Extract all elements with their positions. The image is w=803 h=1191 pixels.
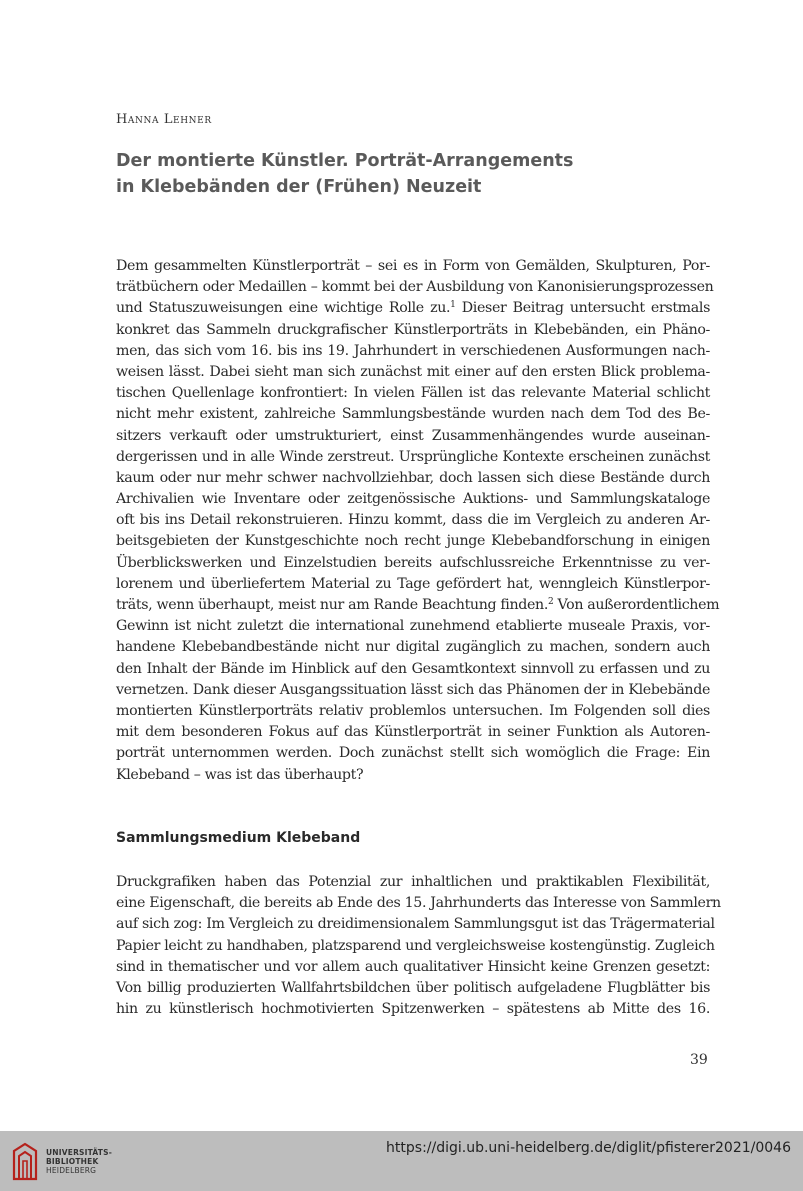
footnote-ref-1[interactable]: 1 xyxy=(450,300,456,311)
page-number: 39 xyxy=(690,1052,708,1068)
text-line: sitzers verkauft oder umstrukturiert, einst Zusammenhängendes wurde auseinan- xyxy=(116,427,710,444)
text-line: Klebeband – was ist das überhaupt? xyxy=(116,766,364,783)
text-line: Überblickswerken und Einzelstudien bereits aufschlussreiche Erkenntnisse zu ver- xyxy=(116,554,710,571)
text-line: kaum oder nur mehr schwer nachvollziehbar, doch lassen sich diese Bestände durch xyxy=(116,469,710,486)
text-line: beitsgebieten der Kunstgeschichte noch recht junge Klebebandforschung in einigen xyxy=(116,533,710,550)
text-line: Papier leicht zu handhaben, platzsparend und vergleichsweise kostengünstig. Zugleich xyxy=(116,937,715,954)
text-line: mit dem besonderen Fokus auf das Künstlerporträt in seiner Funktion als Autoren- xyxy=(116,724,710,741)
title-line: in Klebebänden der (Frühen) Neuzeit xyxy=(116,177,482,197)
text-line: oft bis ins Detail rekonstruieren. Hinzu kommt, dass die im Vergleich zu anderen Ar- xyxy=(116,512,710,529)
text-line: handene Klebebandbestände nicht nur digital zugänglich zu machen, sondern auch xyxy=(116,639,710,656)
text-line: den Inhalt der Bände im Hinblick auf den Gesamtkontext sinnvoll zu erfassen und zu xyxy=(116,660,710,677)
footnote-ref-2[interactable]: 2 xyxy=(548,597,554,607)
text-line: men, das sich vom 16. bis ins 19. Jahrhundert in verschiedenen Ausformungen nach- xyxy=(116,342,710,359)
text-line: hin zu künstlerisch hochmotivierten Spitzenwerken – spätestens ab Mitte des 16. xyxy=(116,1001,710,1018)
text-line: porträt unternommen werden. Doch zunächst stellt sich womöglich die Frage: Ein xyxy=(116,745,710,762)
text-line xyxy=(116,595,720,616)
library-logo[interactable] xyxy=(10,1141,130,1183)
text-line: sind in thematischer und vor allem auch qualitativer Hinsicht keine Grenzen gesetzt: xyxy=(116,958,710,975)
library-logo-text xyxy=(46,1148,112,1175)
text-line: Dem gesammelten Künstlerporträt – sei es in Form von Gemälden, Skulpturen, Por- xyxy=(116,258,710,274)
section-heading: Sammlungsmedium Klebeband xyxy=(116,830,361,846)
text-line: montierten Künstlerporträts relativ problemlos untersuchen. Im Folgenden soll dies xyxy=(116,702,710,719)
text-line: vernetzen. Dank dieser Ausgangssituation lässt sich das Phänomen der in Klebebände xyxy=(116,681,710,698)
text-line: trätbüchern oder Medaillen – kommt bei der Ausbildung von Kanonisierungsprozessen xyxy=(116,279,714,296)
text-line: tischen Quellenlage konfrontiert: In vielen Fällen ist das relevante Material schlicht xyxy=(116,385,710,402)
text-line: weisen lässt. Dabei sieht man sich zunächst mit einer auf den ersten Blick problema- xyxy=(116,363,710,380)
text-line xyxy=(116,298,710,319)
text-line: lorenem und überliefertem Material zu Tage gefördert hat, wenngleich Künstlerpor- xyxy=(116,575,710,592)
paragraph-section xyxy=(116,872,721,1020)
logo-line: HEIDELBERG xyxy=(46,1166,97,1175)
viewer-footer xyxy=(0,1131,803,1191)
logo-line: BIBLIOTHEK xyxy=(46,1157,99,1166)
text-line: dergerissen und in alle Winde zerstreut. Ursprüngliche Kontexte erscheinen zunächst xyxy=(116,448,710,465)
library-logo-icon xyxy=(10,1141,40,1181)
permalink-url[interactable]: https://digi.ub.uni-heidelberg.de/diglit/pfisterer2021/0046 xyxy=(386,1140,791,1156)
text-line: eine Eigenschaft, die bereits ab Ende des 15. Jahrhunderts das Interesse von Sammlern xyxy=(116,895,721,912)
text-line: Gewinn ist nicht zuletzt die international zunehmend etablierte museale Praxis, vor- xyxy=(116,618,710,635)
author-name: Hanna Lehner xyxy=(116,112,212,127)
text-line: Druckgrafiken haben das Potenzial zur inhaltlichen und praktikablen Flexibilität, xyxy=(116,874,710,890)
text-line: auf sich zog: Im Vergleich zu dreidimensionalem Sammlungsgut ist das Trägermaterial xyxy=(116,916,715,933)
text-line: Von billig produzierten Wallfahrtsbildchen über politisch aufgeladene Flugblätter bis xyxy=(116,979,710,996)
logo-line: UNIVERSITÄTS- xyxy=(46,1148,113,1157)
text-fragment: Dieser Beitrag untersucht erstmals xyxy=(455,300,711,317)
title-line: Der montierte Künstler. Porträt-Arrangements xyxy=(116,151,574,171)
text-fragment: und Statuszuweisungen eine wichtige Rolle zu. xyxy=(116,300,451,317)
text-fragment: träts, wenn überhaupt, meist nur am Rande Beachtung finden. xyxy=(116,597,548,613)
text-fragment: Von außerordentlichem xyxy=(553,597,720,613)
paragraph-intro xyxy=(116,256,720,786)
text-line: Archivalien wie Inventare oder zeitgenössische Auktions- und Sammlungskataloge xyxy=(116,491,710,508)
text-line: konkret das Sammeln druckgrafischer Künstlerporträts in Klebebänden, ein Phäno- xyxy=(116,321,710,338)
article-title xyxy=(116,148,716,200)
text-line: nicht mehr existent, zahlreiche Sammlungsbestände wurden nach dem Tod des Be- xyxy=(116,406,710,423)
